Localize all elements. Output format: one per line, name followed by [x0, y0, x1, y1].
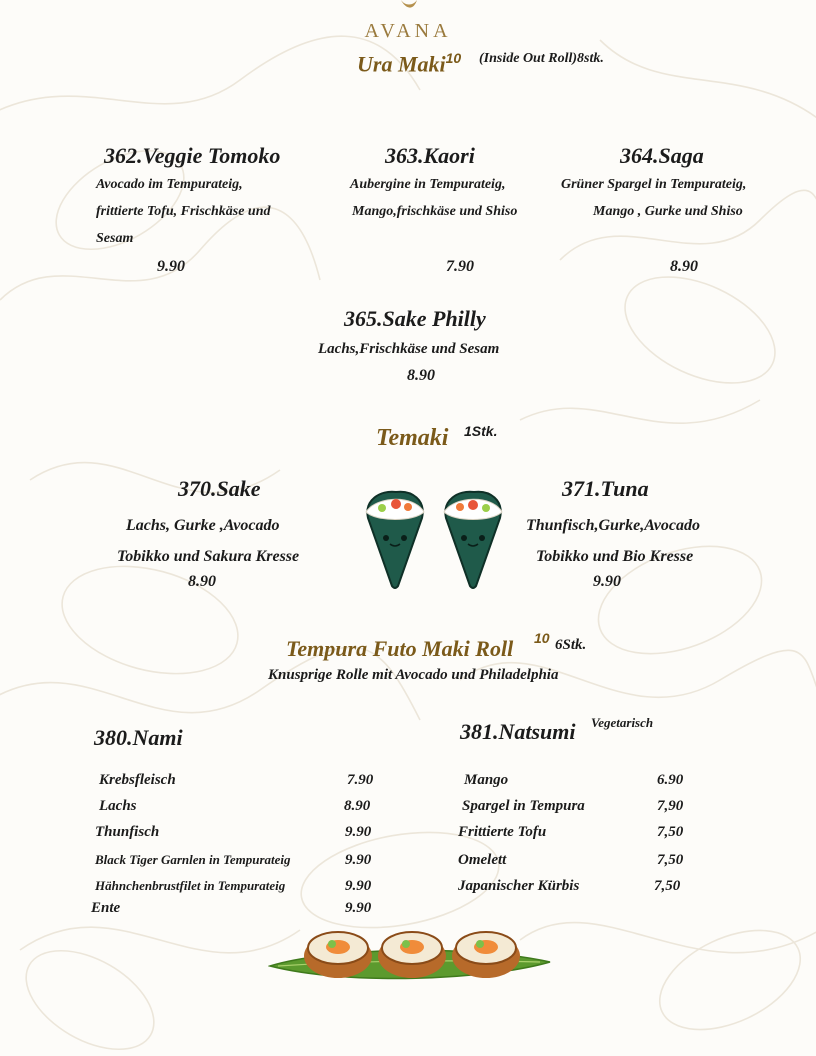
leaf-logo-icon: [395, 0, 421, 18]
item-362-desc-2: frittierte Tofu, Frischkäse und: [96, 204, 271, 219]
item-362-price: 9.90: [157, 258, 185, 275]
ura-maki-note: (Inside Out Roll)8stk.: [479, 51, 604, 66]
item-363-desc-2: Mango,frischkäse und Shiso: [352, 204, 518, 219]
item-370-desc-2: Tobikko und Sakura Kresse: [117, 548, 300, 565]
ura-maki-superscript: 10: [445, 50, 462, 66]
nami-row-name: Krebsfleisch: [99, 772, 176, 788]
item-362-desc-3: Sesam: [96, 231, 134, 246]
nami-title: 380.Nami: [94, 725, 183, 750]
tempura-title: [286, 636, 513, 662]
ura-maki-title: [357, 50, 461, 77]
tempura-count: 6Stk.: [555, 637, 587, 653]
item-363-price: 7.90: [446, 258, 474, 275]
item-370-price: 8.90: [188, 573, 216, 590]
natsumi-row-name: Japanischer Kürbis: [458, 878, 580, 894]
natsumi-row-price: 7,50: [657, 824, 684, 840]
natsumi-row-name: Spargel in Tempura: [462, 798, 585, 814]
nami-row-price: 9.90: [345, 878, 372, 894]
nami-row-price: 8.90: [344, 798, 371, 814]
temaki-title-text: Temaki: [376, 425, 449, 451]
temaki-cone-left: [366, 492, 424, 588]
item-371-desc-1: Thunfisch,Gurke,Avocado: [526, 517, 700, 534]
natsumi-title: 381.Natsumi: [460, 719, 576, 744]
natsumi-row-name: Mango: [464, 772, 509, 788]
nami-row-price: 9.90: [345, 852, 372, 868]
tempura-subtitle: Knusprige Rolle mit Avocado und Philadelphia: [268, 667, 559, 683]
sushi-roll-3: [452, 932, 520, 978]
item-371-name: 371.Tuna: [562, 476, 649, 501]
natsumi-vegetarian-tag: Vegetarisch: [591, 715, 654, 730]
item-364-name: 364.Saga: [620, 143, 704, 168]
item-371-desc-2: Tobikko und Bio Kresse: [536, 548, 694, 565]
nami-row-price: 7.90: [347, 772, 374, 788]
item-364-desc-2: Mango , Gurke und Shiso: [593, 204, 743, 219]
item-363-name: 363.Kaori: [385, 143, 475, 168]
item-371-price: 9.90: [593, 573, 621, 590]
natsumi-row-price: 7,90: [657, 798, 684, 814]
natsumi-row-name: Frittierte Tofu: [458, 824, 547, 840]
item-364-desc-1: Grüner Spargel in Tempurateig,: [561, 177, 747, 192]
tempura-title-text: Tempura Futo Maki Roll: [286, 636, 514, 661]
nami-row-name: Ente: [91, 900, 121, 916]
sushi-roll-2: [378, 932, 446, 978]
tempura-superscript: 10: [534, 630, 550, 646]
ura-maki-title-text: Ura Maki: [357, 51, 446, 77]
nami-row-name: Black Tiger Garnlen in Tempurateig: [95, 852, 291, 867]
item-364-price: 8.90: [670, 258, 698, 275]
nami-row-name: Thunfisch: [95, 824, 160, 840]
nami-row-price: 9.90: [345, 824, 372, 840]
temaki-title: [376, 425, 448, 452]
item-362-desc-1: Avocado im Tempurateig,: [96, 177, 243, 192]
nami-row-name: Hähnchenbrustfilet in Tempurateig: [95, 878, 286, 893]
natsumi-row-price: 7,50: [654, 878, 681, 894]
temaki-cones-illustration: [360, 488, 510, 590]
sushi-rolls-illustration: [268, 926, 552, 988]
natsumi-row-price: 7,50: [657, 852, 684, 868]
item-365-desc-1: Lachs,Frischkäse und Sesam: [318, 341, 500, 357]
item-370-name: 370.Sake: [178, 476, 261, 501]
temaki-superscript: 1Stk.: [464, 423, 498, 439]
natsumi-row-name: Omelett: [458, 852, 507, 868]
item-365-name: 365.Sake Philly: [344, 306, 486, 331]
item-370-desc-1: Lachs, Gurke ,Avocado: [126, 517, 280, 534]
brand-name: AVANA: [364, 20, 452, 42]
temaki-cone-right: [444, 492, 502, 588]
nami-row-price: 9.90: [345, 900, 372, 916]
nami-row-name: Lachs: [99, 798, 137, 814]
item-362-name: 362.Veggie Tomoko: [104, 143, 281, 168]
sushi-roll-1: [304, 932, 372, 978]
item-363-desc-1: Aubergine in Tempurateig,: [350, 177, 506, 192]
item-365-price: 8.90: [407, 367, 435, 384]
natsumi-row-price: 6.90: [657, 772, 684, 788]
